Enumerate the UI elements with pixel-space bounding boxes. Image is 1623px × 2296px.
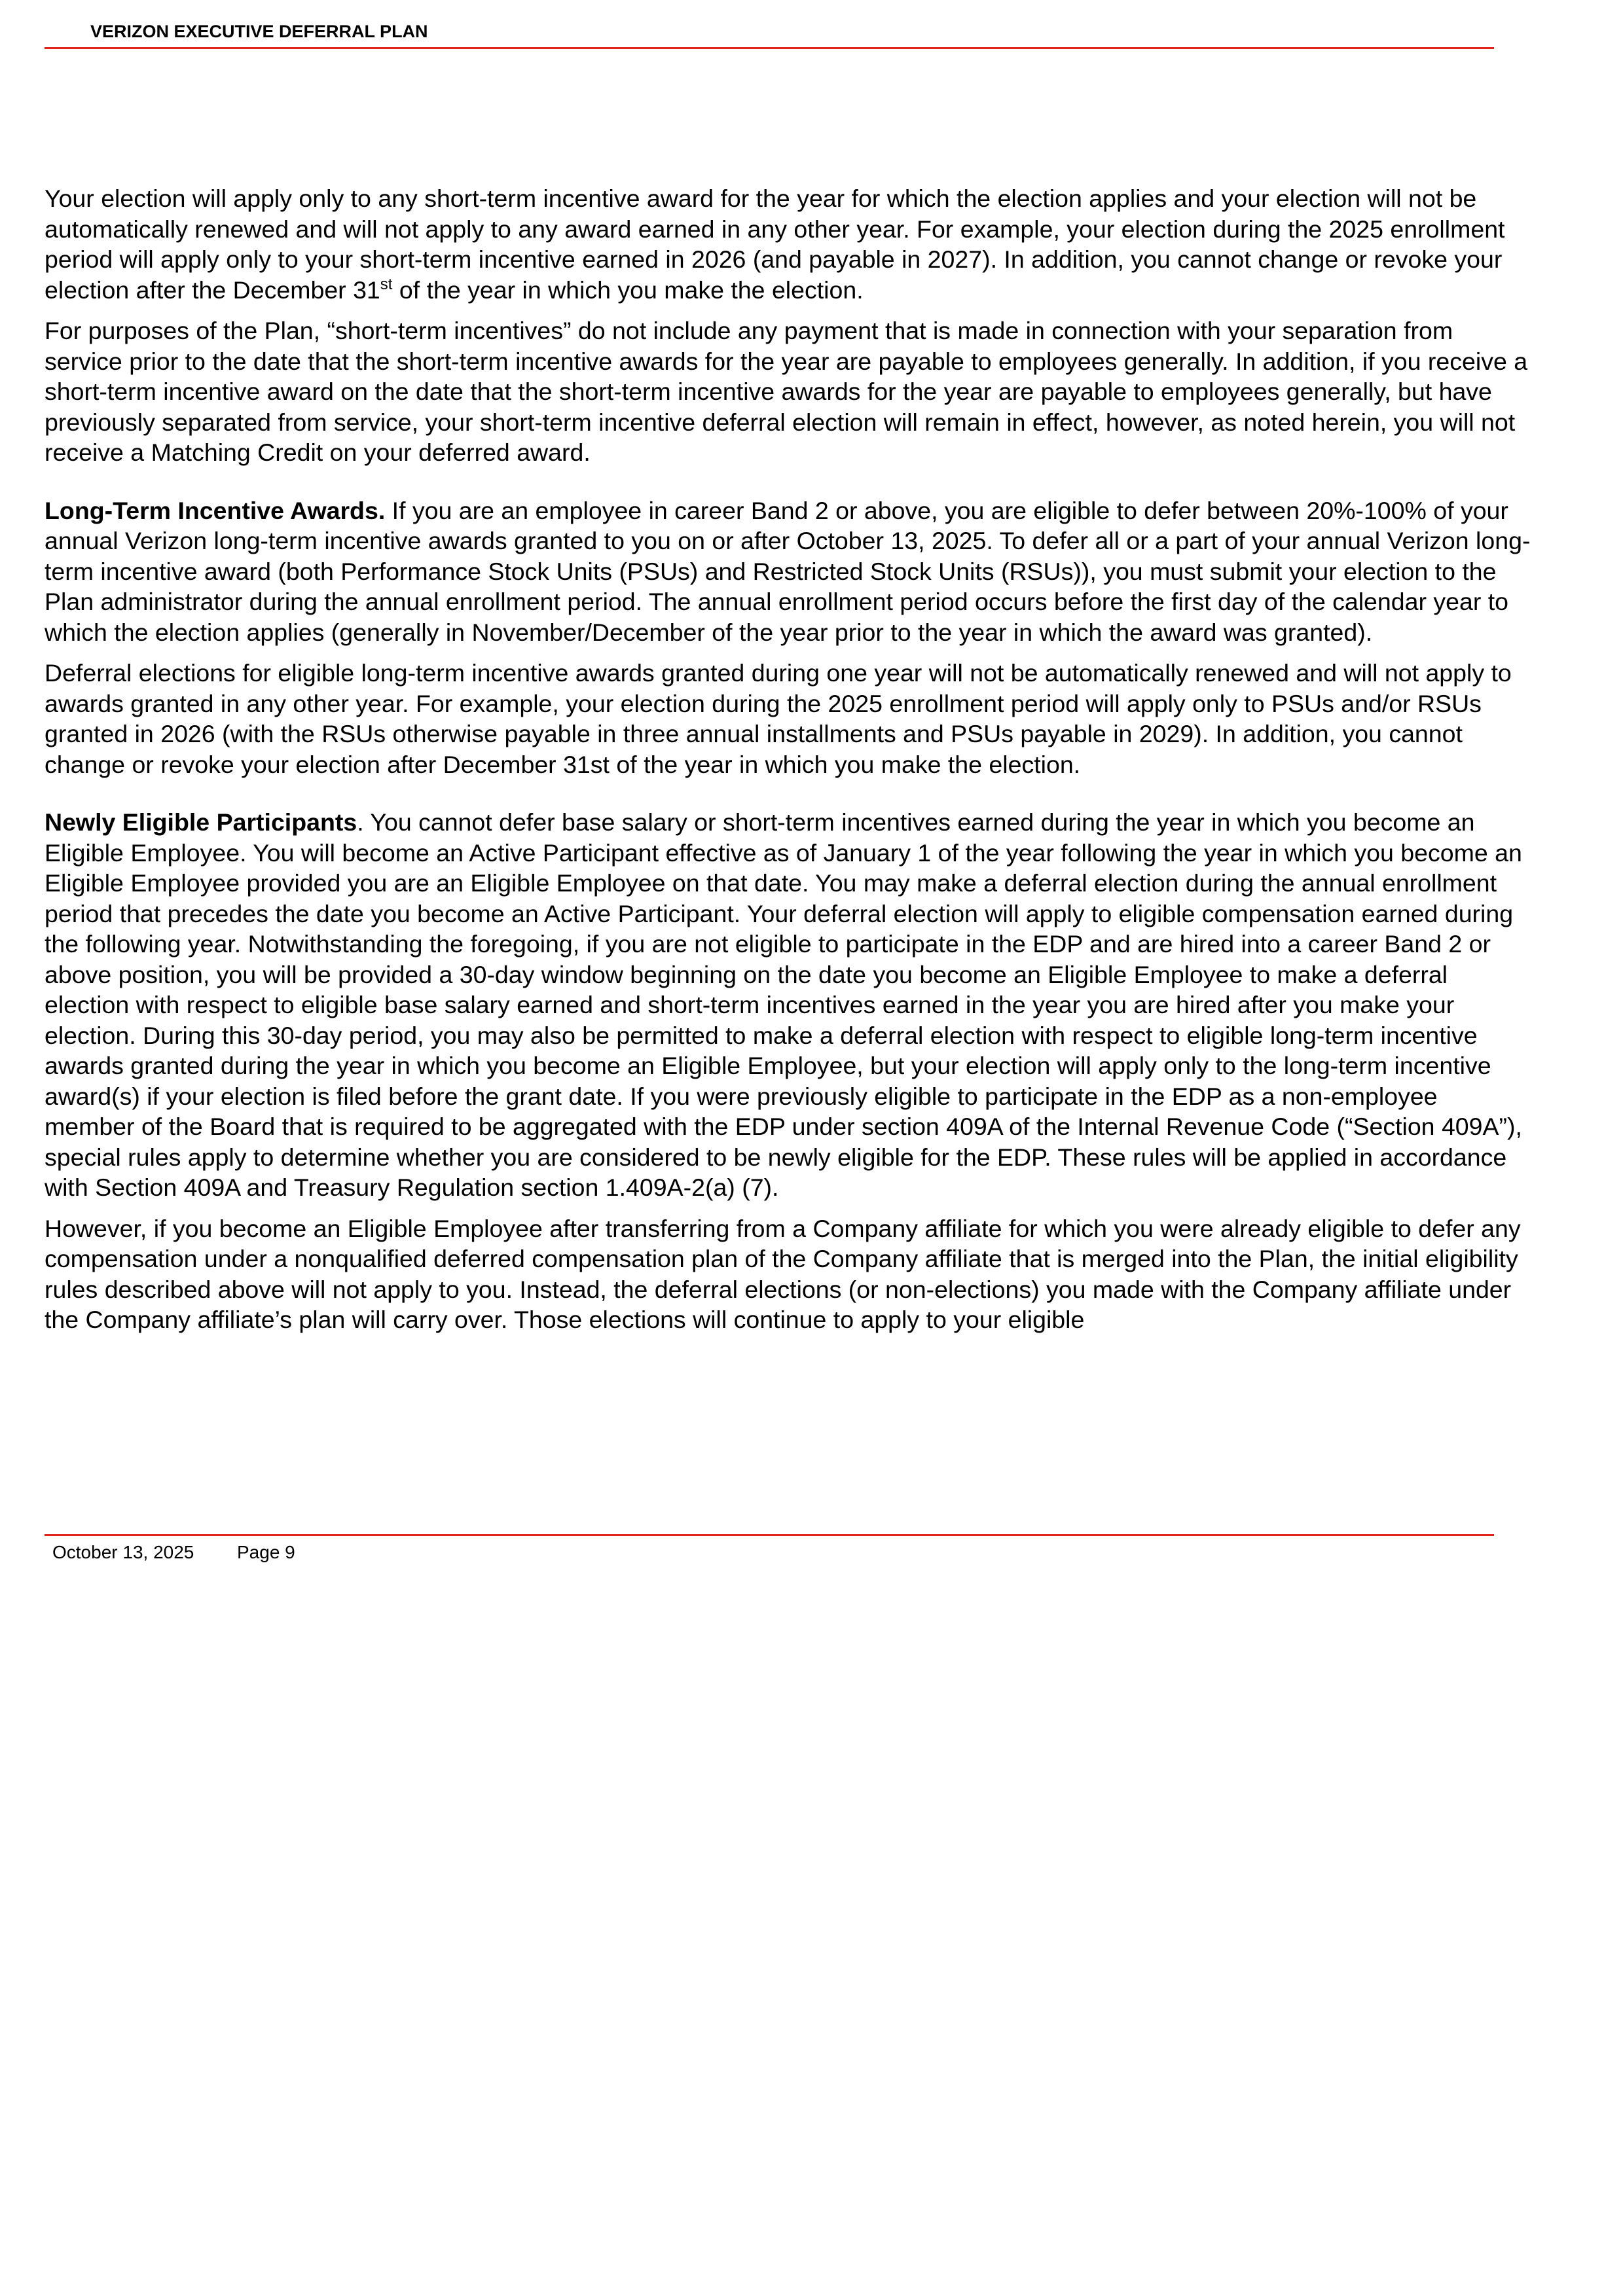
footer-divider (45, 1534, 1494, 1536)
superscript: st (380, 275, 393, 293)
text-line: election with respect to eligible base salary earned and short-term incentives earned in the year you are hired after you make your (45, 991, 1455, 1018)
text-line: However, if you become an Eligible Employee after transferring from a Company affiliate for which you were already eligible to defer any (45, 1214, 1521, 1242)
text-line: previously separated from service, your short-term incentive deferral election will remain in effect, however, as noted herein, you will not (45, 408, 1516, 436)
text-line: member of the Board that is required to be aggregated with the EDP under section 409A of the Internal Revenue Code (“Section 409A”), (45, 1113, 1522, 1140)
text-line: change or revoke your election after December 31st of the year in which you make the election. (45, 750, 1081, 778)
text-fragment: of the year in which you make the election. (392, 276, 864, 304)
document-header-title: VERIZON EXECUTIVE DEFERRAL PLAN (90, 22, 428, 41)
text-line: which the election applies (generally in November/December of the year prior to the year in which the award was granted). (45, 618, 1373, 646)
paragraph-affiliate-transfer (45, 1213, 1603, 1335)
text-line: period that precedes the date you become an Active Participant. Your deferral election will apply to eligible compensation earned during (45, 899, 1514, 927)
text-line: awards granted in any other year. For example, your election during the 2025 enrollment period will apply only to PSUs and/or RSUs (45, 689, 1482, 717)
text-fragment: . You cannot defer base salary or short-term incentives earned during the year in which you become an (357, 808, 1475, 836)
text-line: Eligible Employee provided you are an Eligible Employee on that date. You may make a deferral election during the annual enrollment (45, 869, 1497, 897)
text-line: above position, you will be provided a 30-day window beginning on the date you become an Eligible Employee to make a deferral (45, 960, 1448, 988)
text-line: annual Verizon long-term incentive awards granted to you on or after October 13, 2025. To defer all or a part of your annual Verizon long- (45, 527, 1531, 554)
page-number: Page 9 (237, 1542, 295, 1562)
text-line: short-term incentive award on the date that the short-term incentive awards for the year are payable to employees generally, but have (45, 378, 1492, 405)
header-divider (45, 47, 1494, 49)
text-line: term incentive award (both Performance Stock Units (PSUs) and Restricted Stock Units (RSUs)), you must submit your election to the (45, 557, 1497, 585)
text-line: automatically renewed and will not apply to any award earned in any other year. For example, your election during the 2025 enrollment (45, 215, 1505, 243)
text-line: special rules apply to determine whether you are considered to be newly eligible for the EDP. These rules will be applied in accordance (45, 1143, 1507, 1171)
paragraph-deferral-elections (45, 658, 1603, 780)
section-heading: Long-Term Incentive Awards. (45, 496, 386, 524)
text-line: receive a Matching Credit on your deferred award. (45, 439, 591, 466)
text-line (45, 495, 1603, 526)
text-line: with Section 409A and Treasury Regulation section 1.409A-2(a) (7). (45, 1174, 779, 1201)
paragraph-long-term-incentive-awards (45, 495, 1603, 648)
text-line: the following year. Notwithstanding the foregoing, if you are not eligible to participate in the EDP and are hired into a career Band 2 or (45, 930, 1491, 958)
document-body (45, 183, 1603, 1335)
text-line: compensation under a nonqualified deferred compensation plan of the Company affiliate that is merged into the Plan, the initial eligibility (45, 1245, 1518, 1272)
text-line (45, 807, 1603, 838)
text-line: award(s) if your election is filed before the grant date. If you were previously eligible to participate in the EDP as a non-employee (45, 1082, 1438, 1110)
text-line: Your election will apply only to any short-term incentive award for the year for which the election applies and your election will not be (45, 185, 1477, 212)
paragraph-short-term-incentives (45, 315, 1603, 468)
paragraph-election-scope (45, 183, 1603, 305)
footer-date: October 13, 2025 (52, 1542, 194, 1562)
paragraph-newly-eligible-participants (45, 807, 1603, 1203)
text-line: Deferral elections for eligible long-term incentive awards granted during one year will not be automatically renewed and will not apply to (45, 659, 1512, 687)
text-line: Plan administrator during the annual enrollment period. The annual enrollment period occurs before the first day of the calendar year to (45, 588, 1509, 615)
section-heading: Newly Eligible Participants (45, 808, 357, 836)
text-fragment: election after the December 31 (45, 276, 380, 304)
text-line: the Company affiliate’s plan will carry over. Those elections will continue to apply to your eligible (45, 1306, 1085, 1333)
text-line: granted in 2026 (with the RSUs otherwise payable in three annual installments and PSUs payable in 2029). In addition, you cannot (45, 720, 1463, 747)
text-line: service prior to the date that the short-term incentive awards for the year are payable to employees generally. In addition, if you receive a (45, 347, 1528, 375)
text-line: For purposes of the Plan, “short-term incentives” do not include any payment that is made in connection with your separation from (45, 317, 1453, 344)
text-line: period will apply only to your short-term incentive earned in 2026 (and payable in 2027). In addition, you cannot change or revoke your (45, 245, 1503, 273)
text-line (45, 275, 1603, 306)
text-line: Eligible Employee. You will become an Active Participant effective as of January 1 of the year following the year in which you become an (45, 838, 1522, 867)
text-fragment: If you are an employee in career Band 2 or above, you are eligible to defer between 20%-100% of your (385, 496, 1508, 524)
text-line: election. During this 30-day period, you may also be permitted to make a deferral election with respect to eligible long-term incentive (45, 1021, 1478, 1049)
text-line: rules described above will not apply to you. Instead, the deferral elections (or non-elections) you made with the Company affiliate under (45, 1275, 1512, 1303)
text-line: awards granted during the year in which you become an Eligible Employee, but your election will apply only to the long-term incentive (45, 1052, 1491, 1079)
